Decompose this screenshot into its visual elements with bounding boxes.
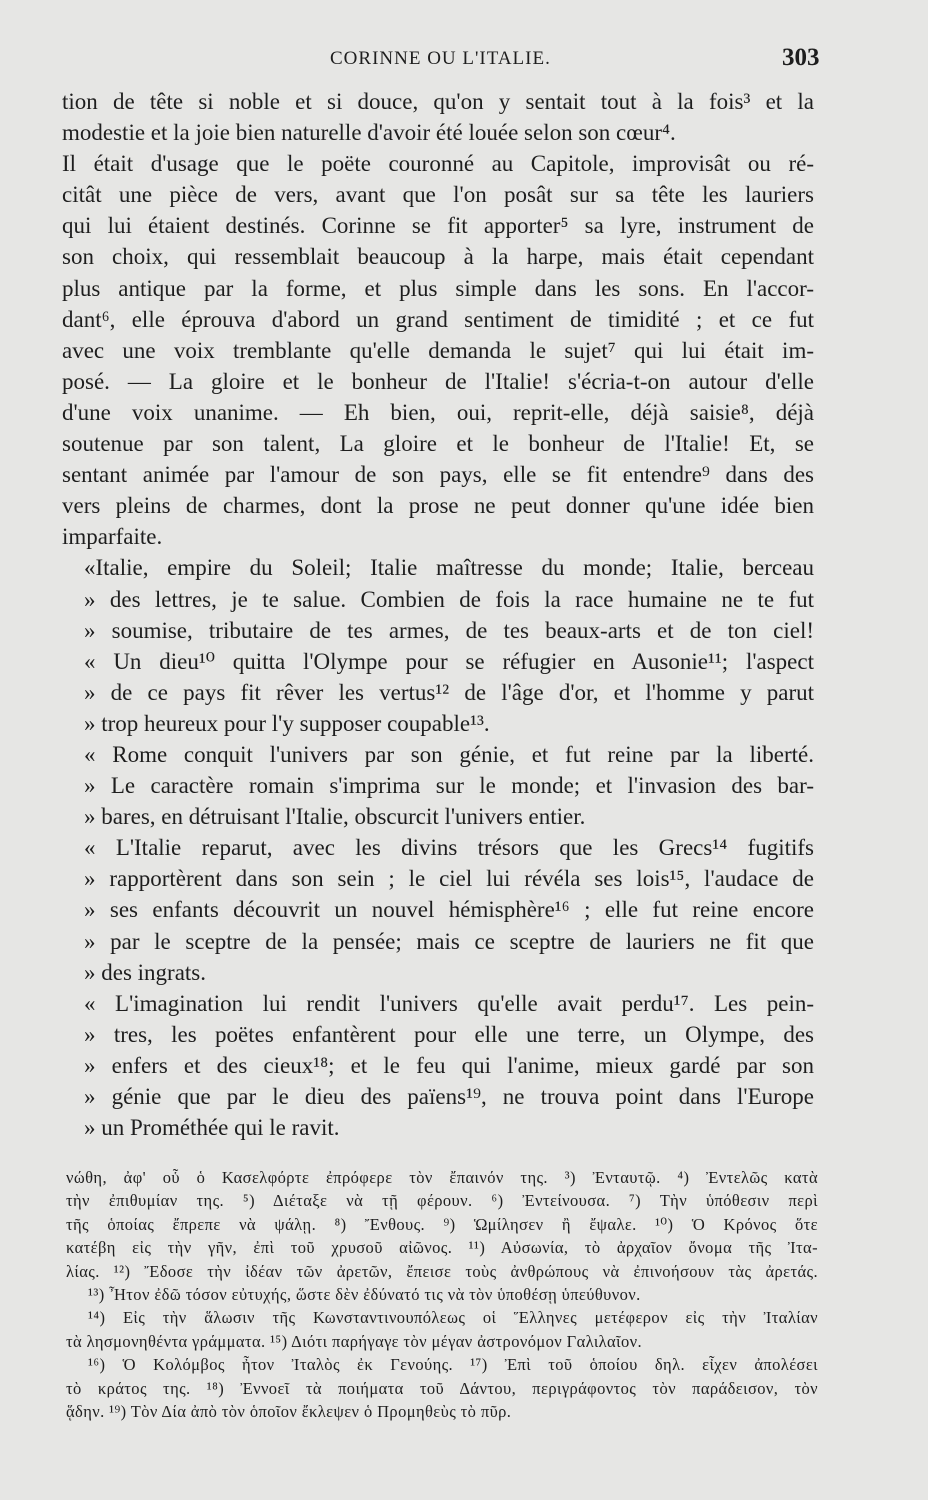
running-title: CORINNE OU L'ITALIE. (330, 48, 551, 69)
text-line (62, 273, 814, 304)
text-line (62, 926, 814, 957)
text-line (62, 179, 814, 210)
text-line-content: » Le caractère romain s'imprima sur le monde; et l'invasion des bar- (84, 773, 814, 799)
text-line (62, 241, 814, 272)
text-line-content: imparfaite. (62, 524, 163, 550)
footnote-line: τὰ λησμονηθέντα γράμματα. ¹⁵) Διότι παρήγαγε τὸν μέγαν ἀστρονόμον Γαλιλαῖον. (66, 1331, 642, 1351)
text-line-content: tion de tête si noble et si douce, qu'on y sentait tout à la fois³ et la (62, 89, 814, 114)
text-line-content: » des lettres, je te salue. Combien de fois la race humaine ne te fut (84, 586, 814, 612)
text-line-content: d'une voix unanime. — Eh bien, oui, reprit-elle, déjà saisie⁸, déjà (62, 399, 814, 425)
text-line (62, 863, 814, 894)
footnote-line: τὴν ἐπιθυμίαν της. ⁵) Διέταξε νὰ τῇ φέρουν. ⁶) Ἐντείνουσα. ⁷) Τὴν ὑπόθεσιν περὶ (66, 1191, 818, 1211)
text-line (62, 552, 814, 583)
text-line-content: » rapportèrent dans son sein ; le ciel lui révéla ses lois¹⁵, l'audace de (84, 866, 814, 892)
text-line-content: » enfers et des cieux¹⁸; et le feu qui l'anime, mieux gardé par son (84, 1052, 814, 1078)
text-line (62, 584, 814, 615)
page-number: 303 (782, 44, 820, 71)
text-line-content: » trop heureux pour l'y supposer coupable¹³. (84, 710, 490, 736)
text-line-content: vers pleins de charmes, dont la prose ne peut donner qu'une idée bien (62, 493, 814, 519)
text-line-content: » ses enfants découvrit un nouvel hémisphère¹⁶ ; elle fut reine encore (84, 897, 814, 923)
text-line-content: » génie que par le dieu des païens¹⁹, ne trouva point dans l'Europe (84, 1084, 814, 1109)
text-line-content: » un Prométhée qui le ravit. (84, 1115, 340, 1141)
page-header (0, 44, 928, 74)
footnote-line: τὸ κράτος της. ¹⁸) Ἐννοεῖ τὰ ποιήματα τοῦ Δάντου, περιγράφοντος τὸν παράδεισον, τὸν (66, 1378, 818, 1398)
text-line (62, 490, 814, 521)
text-line (62, 1019, 814, 1050)
text-line (62, 1050, 814, 1081)
text-line (62, 677, 814, 708)
text-line-content: « L'Italie reparut, avec les divins trésors que les Grecs¹⁴ fugitifs (84, 835, 814, 861)
text-line (62, 366, 814, 397)
text-line (62, 117, 814, 148)
footnote-line: ¹³) Ἦτον ἐδῶ τόσον εὐτυχής, ὥστε δὲν ἐδύνατό τις νὰ τὸν ὑποθέσῃ ὑπεύθυνον. (88, 1284, 641, 1304)
text-line-content: modestie et la joie bien naturelle d'avoir été louée selon son cœur⁴. (62, 120, 676, 146)
text-line (62, 210, 814, 241)
text-line-content: «Italie, empire du Soleil; Italie maîtresse du monde; Italie, berceau (84, 555, 814, 581)
text-line (62, 304, 814, 335)
text-line (62, 770, 814, 801)
footnote-line: ¹⁶) Ὁ Κολόμβος ἦτον Ἰταλὸς ἐκ Γενούης. ¹⁷) Ἐπὶ τοῦ ὁποίου δηλ. εἶχεν ἀπολέσει (88, 1355, 818, 1375)
text-line-content: Il était d'usage que le poëte couronné au Capitole, improvisât ou ré- (62, 151, 814, 177)
text-line (62, 832, 814, 863)
text-line-content: « Un dieu¹⁰ quitta l'Olympe pour se réfugier en Ausonie¹¹; l'aspect (84, 648, 814, 674)
footnote-line: κατέβη εἰς τὴν γῆν, ἐπὶ τοῦ χρυσοῦ αἰῶνος. ¹¹) Αὐσωνία, τὸ ἀρχαῖον ὄνομα τῆς Ἰτα- (66, 1238, 818, 1258)
text-line-content: avec une voix tremblante qu'elle demanda le sujet⁷ qui lui était im- (62, 337, 814, 363)
text-line-content: soutenue par son talent, La gloire et le bonheur de l'Italie! Et, se (62, 431, 814, 457)
text-line (62, 1081, 814, 1112)
text-line-content: » par le sceptre de la pensée; mais ce sceptre de lauriers ne fit que (84, 928, 814, 954)
text-line-content: posé. — La gloire et le bonheur de l'Italie! s'écria-t-on autour d'elle (62, 368, 814, 394)
text-line (62, 988, 814, 1019)
text-line-content: » de ce pays fit rêver les vertus¹² de l'âge d'or, et l'homme y parut (84, 679, 814, 705)
text-line (62, 1112, 814, 1143)
text-line (62, 335, 814, 366)
text-line-content: plus antique par la forme, et plus simple dans les sons. En l'accor- (62, 275, 814, 301)
text-line (62, 86, 814, 117)
body-text (62, 86, 814, 1143)
text-line-content: dant⁶, elle éprouva d'abord un grand sentiment de timidité ; et ce fut (62, 306, 814, 332)
text-line-content: son choix, qui ressemblait beaucoup à la harpe, mais était cependant (62, 244, 814, 270)
footnote-line: ᾅδην. ¹⁹) Τὸν Δία ἀπὸ τὸν ὁποῖον ἔκλεψεν ὁ Προμηθεὺς τὸ πῦρ. (66, 1401, 512, 1421)
text-line (62, 615, 814, 646)
text-line (62, 957, 814, 988)
text-line-content: qui lui étaient destinés. Corinne se fit apporter⁵ sa lyre, instrument de (62, 213, 814, 239)
text-line (62, 521, 814, 552)
footnote-line: νώθη, ἀφ' οὗ ὁ Κασελφόρτε ἐπρόφερε τὸν ἔπαινόν της. ³) Ἐνταυτῷ. ⁴) Ἐντελῶς κατὰ (66, 1168, 818, 1187)
text-line (62, 801, 814, 832)
text-line-content: sentant animée par l'amour de son pays, elle se fit entendre⁹ dans des (62, 462, 814, 488)
text-line-content: » soumise, tributaire de tes armes, de tes beaux-arts et de ton ciel! (84, 617, 814, 643)
text-line-content: » des ingrats. (84, 959, 207, 985)
footnote-line: τῆς ὁποίας ἔπρεπε νὰ ψάλῃ. ⁸) Ἔνθους. ⁹) Ὡμίλησεν ἢ ἔψαλε. ¹⁰) Ὁ Κρόνος ὅτε (66, 1214, 818, 1234)
text-line (62, 894, 814, 925)
text-line (62, 428, 814, 459)
text-line (62, 148, 814, 179)
text-line-content: « Rome conquit l'univers par son génie, et fut reine par la liberté. (84, 741, 814, 767)
text-line-content: » tres, les poëtes enfantèrent pour elle une terre, un Olympe, des (84, 1021, 814, 1047)
footnote-line: ¹⁴) Εἰς τὴν ἅλωσιν τῆς Κωνσταντινουπόλεως οἱ Ἕλληνες μετέφερον εἰς τὴν Ἰταλίαν (88, 1308, 818, 1328)
text-line (62, 739, 814, 770)
text-line (62, 397, 814, 428)
text-line (62, 459, 814, 490)
footnotes (66, 1166, 818, 1423)
text-line (62, 646, 814, 677)
footnote-line: λίας. ¹²) Ἔδοσε τὴν ἰδέαν τῶν ἀρετῶν, ἔπεισε τοὺς ἀνθρώπους νὰ ἐπινοήσουν τὰς ἀρετάς. (66, 1261, 818, 1281)
text-line-content: « L'imagination lui rendit l'univers qu'elle avait perdu¹⁷. Les pein- (84, 990, 814, 1016)
text-line (62, 708, 814, 739)
text-line-content: citât une pièce de vers, avant que l'on posât sur sa tête les lauriers (62, 182, 814, 208)
text-line-content: » bares, en détruisant l'Italie, obscurcit l'univers entier. (84, 804, 586, 830)
